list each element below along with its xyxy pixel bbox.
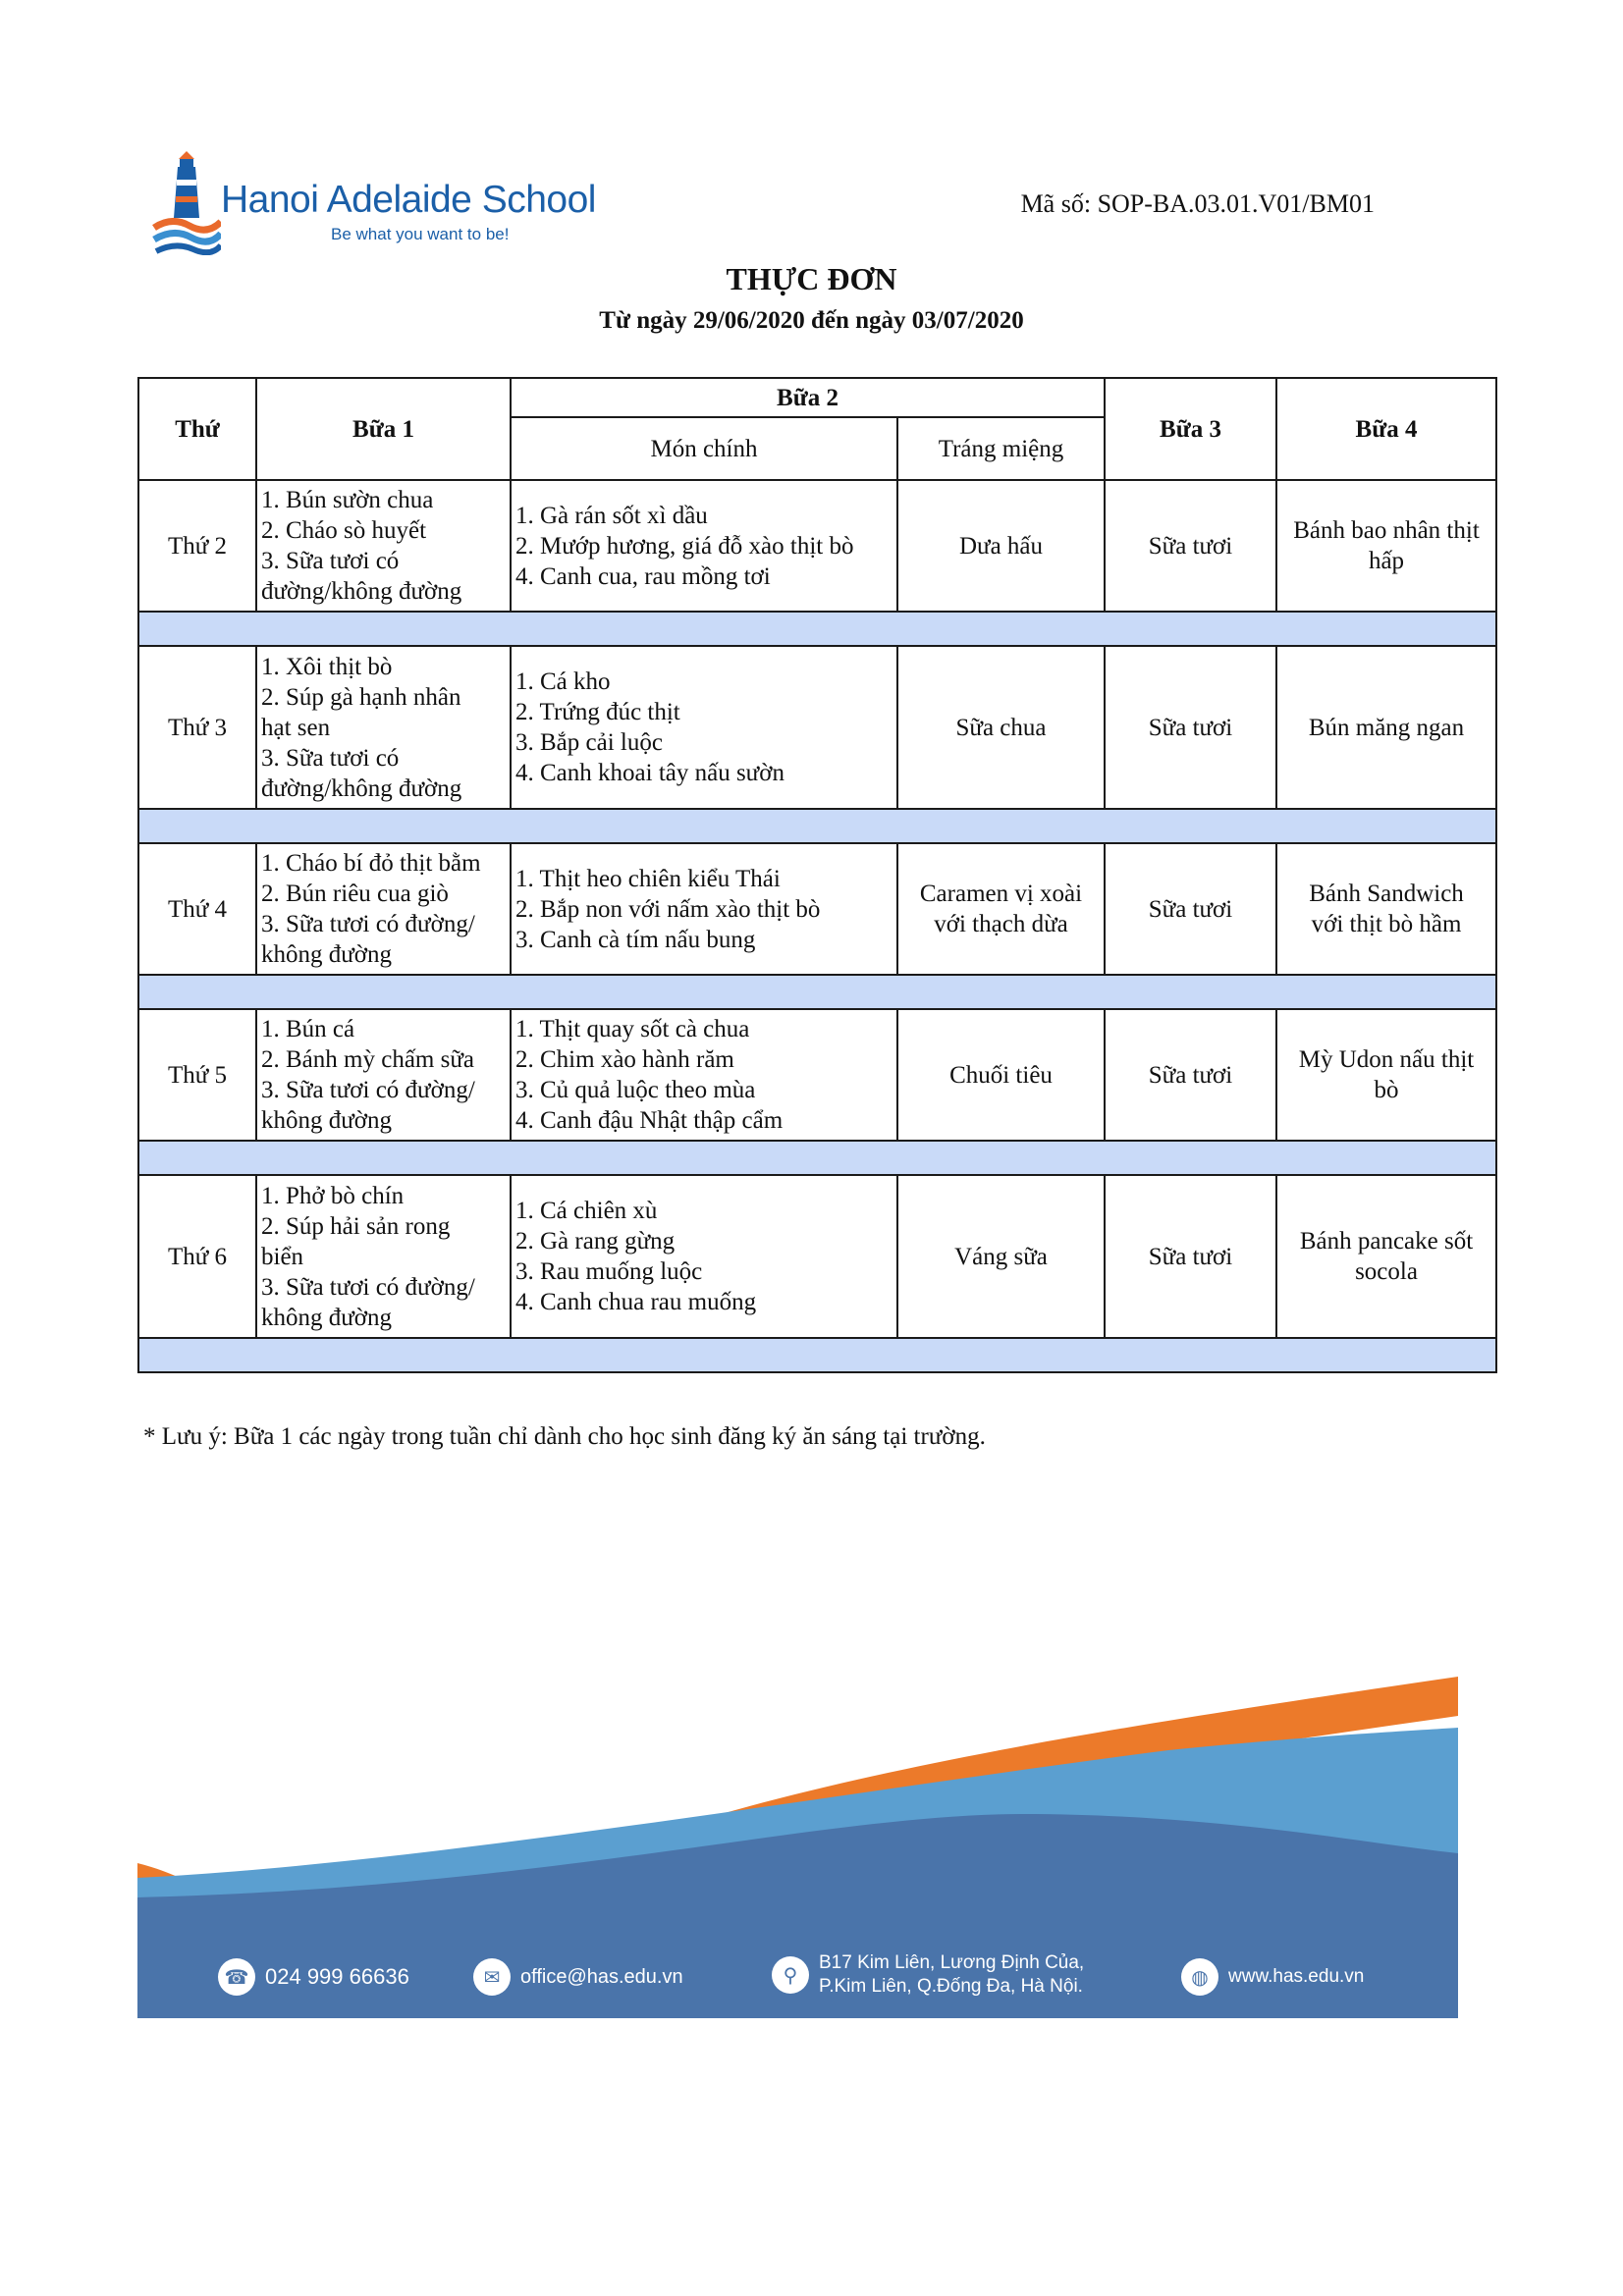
cell-line: 1. Phở bò chín — [261, 1182, 405, 1209]
cell-line: không đường — [261, 1304, 393, 1331]
header-main-dish: Món chính — [511, 417, 897, 480]
lighthouse-icon — [152, 147, 221, 255]
cell-line: 2. Bánh mỳ chấm sữa — [261, 1046, 474, 1073]
cell-meal4 — [1276, 1009, 1496, 1141]
cell-line: 3. Sữa tươi có đường/ — [261, 911, 475, 937]
footer-phone: ☎ 024 999 66636 — [218, 1958, 409, 1996]
cell-meal3: Sữa tươi — [1105, 646, 1276, 809]
cell-line: đường/không đường — [261, 578, 462, 605]
cell-line: Mỳ Udon nấu thịt — [1298, 1046, 1475, 1073]
globe-icon: ◍ — [1181, 1958, 1218, 1996]
menu-table — [137, 377, 1497, 1373]
footer-address: ⚲ B17 Kim Liên, Lương Định Của, P.Kim Liên, Q.Đống Đa, Hà Nội. — [772, 1951, 1084, 1999]
cell-line: với thạch dừa — [934, 911, 1068, 937]
cell-meal4 — [1276, 480, 1496, 612]
cell-day: Thứ 3 — [138, 646, 256, 809]
cell-line: 2. Súp hải sản rong — [261, 1212, 451, 1240]
cell-meal1 — [256, 480, 511, 612]
cell-line: 1. Xôi thịt bò — [261, 653, 393, 680]
cell-line: 3. Bắp cải luộc — [515, 729, 663, 756]
table-row — [138, 1009, 1496, 1141]
cell-meal3: Sữa tươi — [1105, 1175, 1276, 1338]
cell-line: Bánh bao nhân thịt — [1293, 517, 1480, 544]
cell-dessert — [897, 1175, 1105, 1338]
cell-main-dish — [511, 1175, 897, 1338]
cell-main-dish — [511, 1009, 897, 1141]
cell-line: 3. Sữa tươi có đường/ — [261, 1077, 475, 1103]
row-separator-cell — [138, 1141, 1496, 1175]
cell-line: 4. Canh đậu Nhật thập cẩm — [515, 1107, 784, 1134]
cell-line: đường/không đường — [261, 774, 462, 802]
row-separator — [138, 1338, 1496, 1372]
cell-line: 2. Súp gà hạnh nhân — [261, 683, 461, 711]
cell-day: Thứ 4 — [138, 843, 256, 975]
cell-line: 2. Gà rang gừng — [515, 1228, 676, 1255]
row-separator — [138, 975, 1496, 1009]
footnote: * Lưu ý: Bữa 1 các ngày trong tuần chỉ dành cho học sinh đăng ký ăn sáng tại trường. — [143, 1423, 986, 1450]
cell-main-dish — [511, 843, 897, 975]
cell-meal1 — [256, 646, 511, 809]
footer-email: ✉ office@has.edu.vn — [473, 1958, 683, 1996]
table-row — [138, 646, 1496, 809]
cell-line: không đường — [261, 941, 393, 968]
table-row — [138, 843, 1496, 975]
cell-line: 3. Canh cà tím nấu bung — [515, 926, 756, 953]
cell-day: Thứ 2 — [138, 480, 256, 612]
cell-meal4 — [1276, 646, 1496, 809]
row-separator — [138, 1141, 1496, 1175]
cell-meal1 — [256, 1009, 511, 1141]
date-range: Từ ngày 29/06/2020 đến ngày 03/07/2020 — [599, 307, 1024, 334]
cell-line: 2. Chim xào hành răm — [515, 1046, 734, 1073]
cell-dessert — [897, 480, 1105, 612]
cell-line: biển — [261, 1243, 304, 1270]
menu-body — [138, 480, 1496, 1372]
cell-meal4 — [1276, 843, 1496, 975]
header-meal1: Bữa 1 — [256, 378, 511, 480]
table-row — [138, 1175, 1496, 1338]
cell-line: không đường — [261, 1107, 393, 1134]
school-tagline: Be what you want to be! — [331, 225, 510, 243]
cell-line: 2. Trứng đúc thịt — [515, 699, 680, 725]
header-meal2: Bữa 2 — [511, 378, 1105, 417]
cell-main-dish — [511, 646, 897, 809]
cell-line: Chuối tiêu — [949, 1061, 1053, 1089]
cell-main-dish — [511, 480, 897, 612]
cell-line: 3. Rau muống luộc — [515, 1258, 703, 1285]
cell-line: Váng sữa — [954, 1243, 1048, 1270]
cell-meal3: Sữa tươi — [1105, 843, 1276, 975]
cell-line: 1. Thịt heo chiên kiểu Thái — [515, 865, 781, 892]
cell-line: 3. Sữa tươi có — [261, 744, 400, 772]
cell-line: 1. Thịt quay sốt cà chua — [515, 1016, 750, 1042]
cell-line: với thịt bò hầm — [1311, 911, 1462, 937]
school-name: Hanoi Adelaide School — [221, 179, 596, 221]
cell-line: Caramen vị xoài — [919, 881, 1083, 907]
cell-line: 3. Sữa tươi có đường/ — [261, 1273, 475, 1301]
cell-day: Thứ 5 — [138, 1009, 256, 1141]
cell-line: 2. Bún riêu cua giò — [261, 881, 449, 907]
cell-line: 2. Bắp non với nấm xào thịt bò — [515, 895, 821, 923]
cell-line: socola — [1355, 1258, 1418, 1285]
footer-banner — [137, 1677, 1458, 2018]
cell-line: hạt sen — [261, 714, 331, 741]
cell-line: hấp — [1368, 548, 1405, 574]
cell-line: 1. Gà rán sốt xì dầu — [515, 502, 708, 529]
school-logo — [152, 147, 596, 255]
cell-line: 1. Bún sườn chua — [261, 487, 434, 513]
cell-dessert — [897, 843, 1105, 975]
cell-dessert — [897, 1009, 1105, 1141]
cell-line: 4. Canh cua, rau mồng tơi — [515, 562, 771, 590]
cell-day: Thứ 6 — [138, 1175, 256, 1338]
page-title: THỰC ĐƠN — [726, 261, 897, 296]
cell-line: 1. Bún cá — [261, 1016, 355, 1042]
header-day: Thứ — [138, 378, 256, 480]
row-separator — [138, 809, 1496, 843]
cell-line: 3. Sữa tươi có — [261, 548, 400, 574]
cell-line: 1. Cháo bí đỏ thịt bằm — [261, 850, 481, 877]
cell-line: Bún măng ngan — [1308, 714, 1465, 741]
row-separator-cell — [138, 975, 1496, 1009]
cell-line: 4. Canh khoai tây nấu sườn — [515, 760, 784, 786]
cell-line: Dưa hấu — [958, 532, 1044, 560]
table-row — [138, 480, 1496, 612]
location-pin-icon: ⚲ — [772, 1956, 809, 1994]
cell-line: bò — [1374, 1077, 1399, 1103]
cell-line: Bánh pancake sốt — [1299, 1228, 1474, 1255]
row-separator — [138, 612, 1496, 646]
phone-icon: ☎ — [218, 1958, 255, 1996]
row-separator-cell — [138, 809, 1496, 843]
cell-line: 2. Cháo sò huyết — [261, 517, 427, 544]
row-separator-cell — [138, 1338, 1496, 1372]
cell-line: 4. Canh chua rau muống — [515, 1289, 757, 1315]
cell-line: 2. Mướp hương, giá đỗ xào thịt bò — [515, 532, 854, 560]
cell-meal1 — [256, 1175, 511, 1338]
header-meal4: Bữa 4 — [1276, 378, 1496, 480]
cell-meal3: Sữa tươi — [1105, 1009, 1276, 1141]
email-icon: ✉ — [473, 1958, 511, 1996]
cell-meal1 — [256, 843, 511, 975]
document-code: Mã số: SOP-BA.03.01.V01/BM01 — [1020, 189, 1375, 218]
cell-meal3: Sữa tươi — [1105, 480, 1276, 612]
header-meal3: Bữa 3 — [1105, 378, 1276, 480]
cell-line: Bánh Sandwich — [1309, 881, 1464, 907]
cell-meal4 — [1276, 1175, 1496, 1338]
cell-dessert — [897, 646, 1105, 809]
header-dessert: Tráng miệng — [897, 417, 1105, 480]
cell-line: 1. Cá chiên xù — [515, 1198, 658, 1224]
row-separator-cell — [138, 612, 1496, 646]
footer-website: ◍ www.has.edu.vn — [1181, 1958, 1364, 1996]
cell-line: 1. Cá kho — [515, 668, 611, 695]
cell-line: 3. Củ quả luộc theo mùa — [515, 1077, 756, 1103]
cell-line: Sữa chua — [955, 714, 1047, 741]
